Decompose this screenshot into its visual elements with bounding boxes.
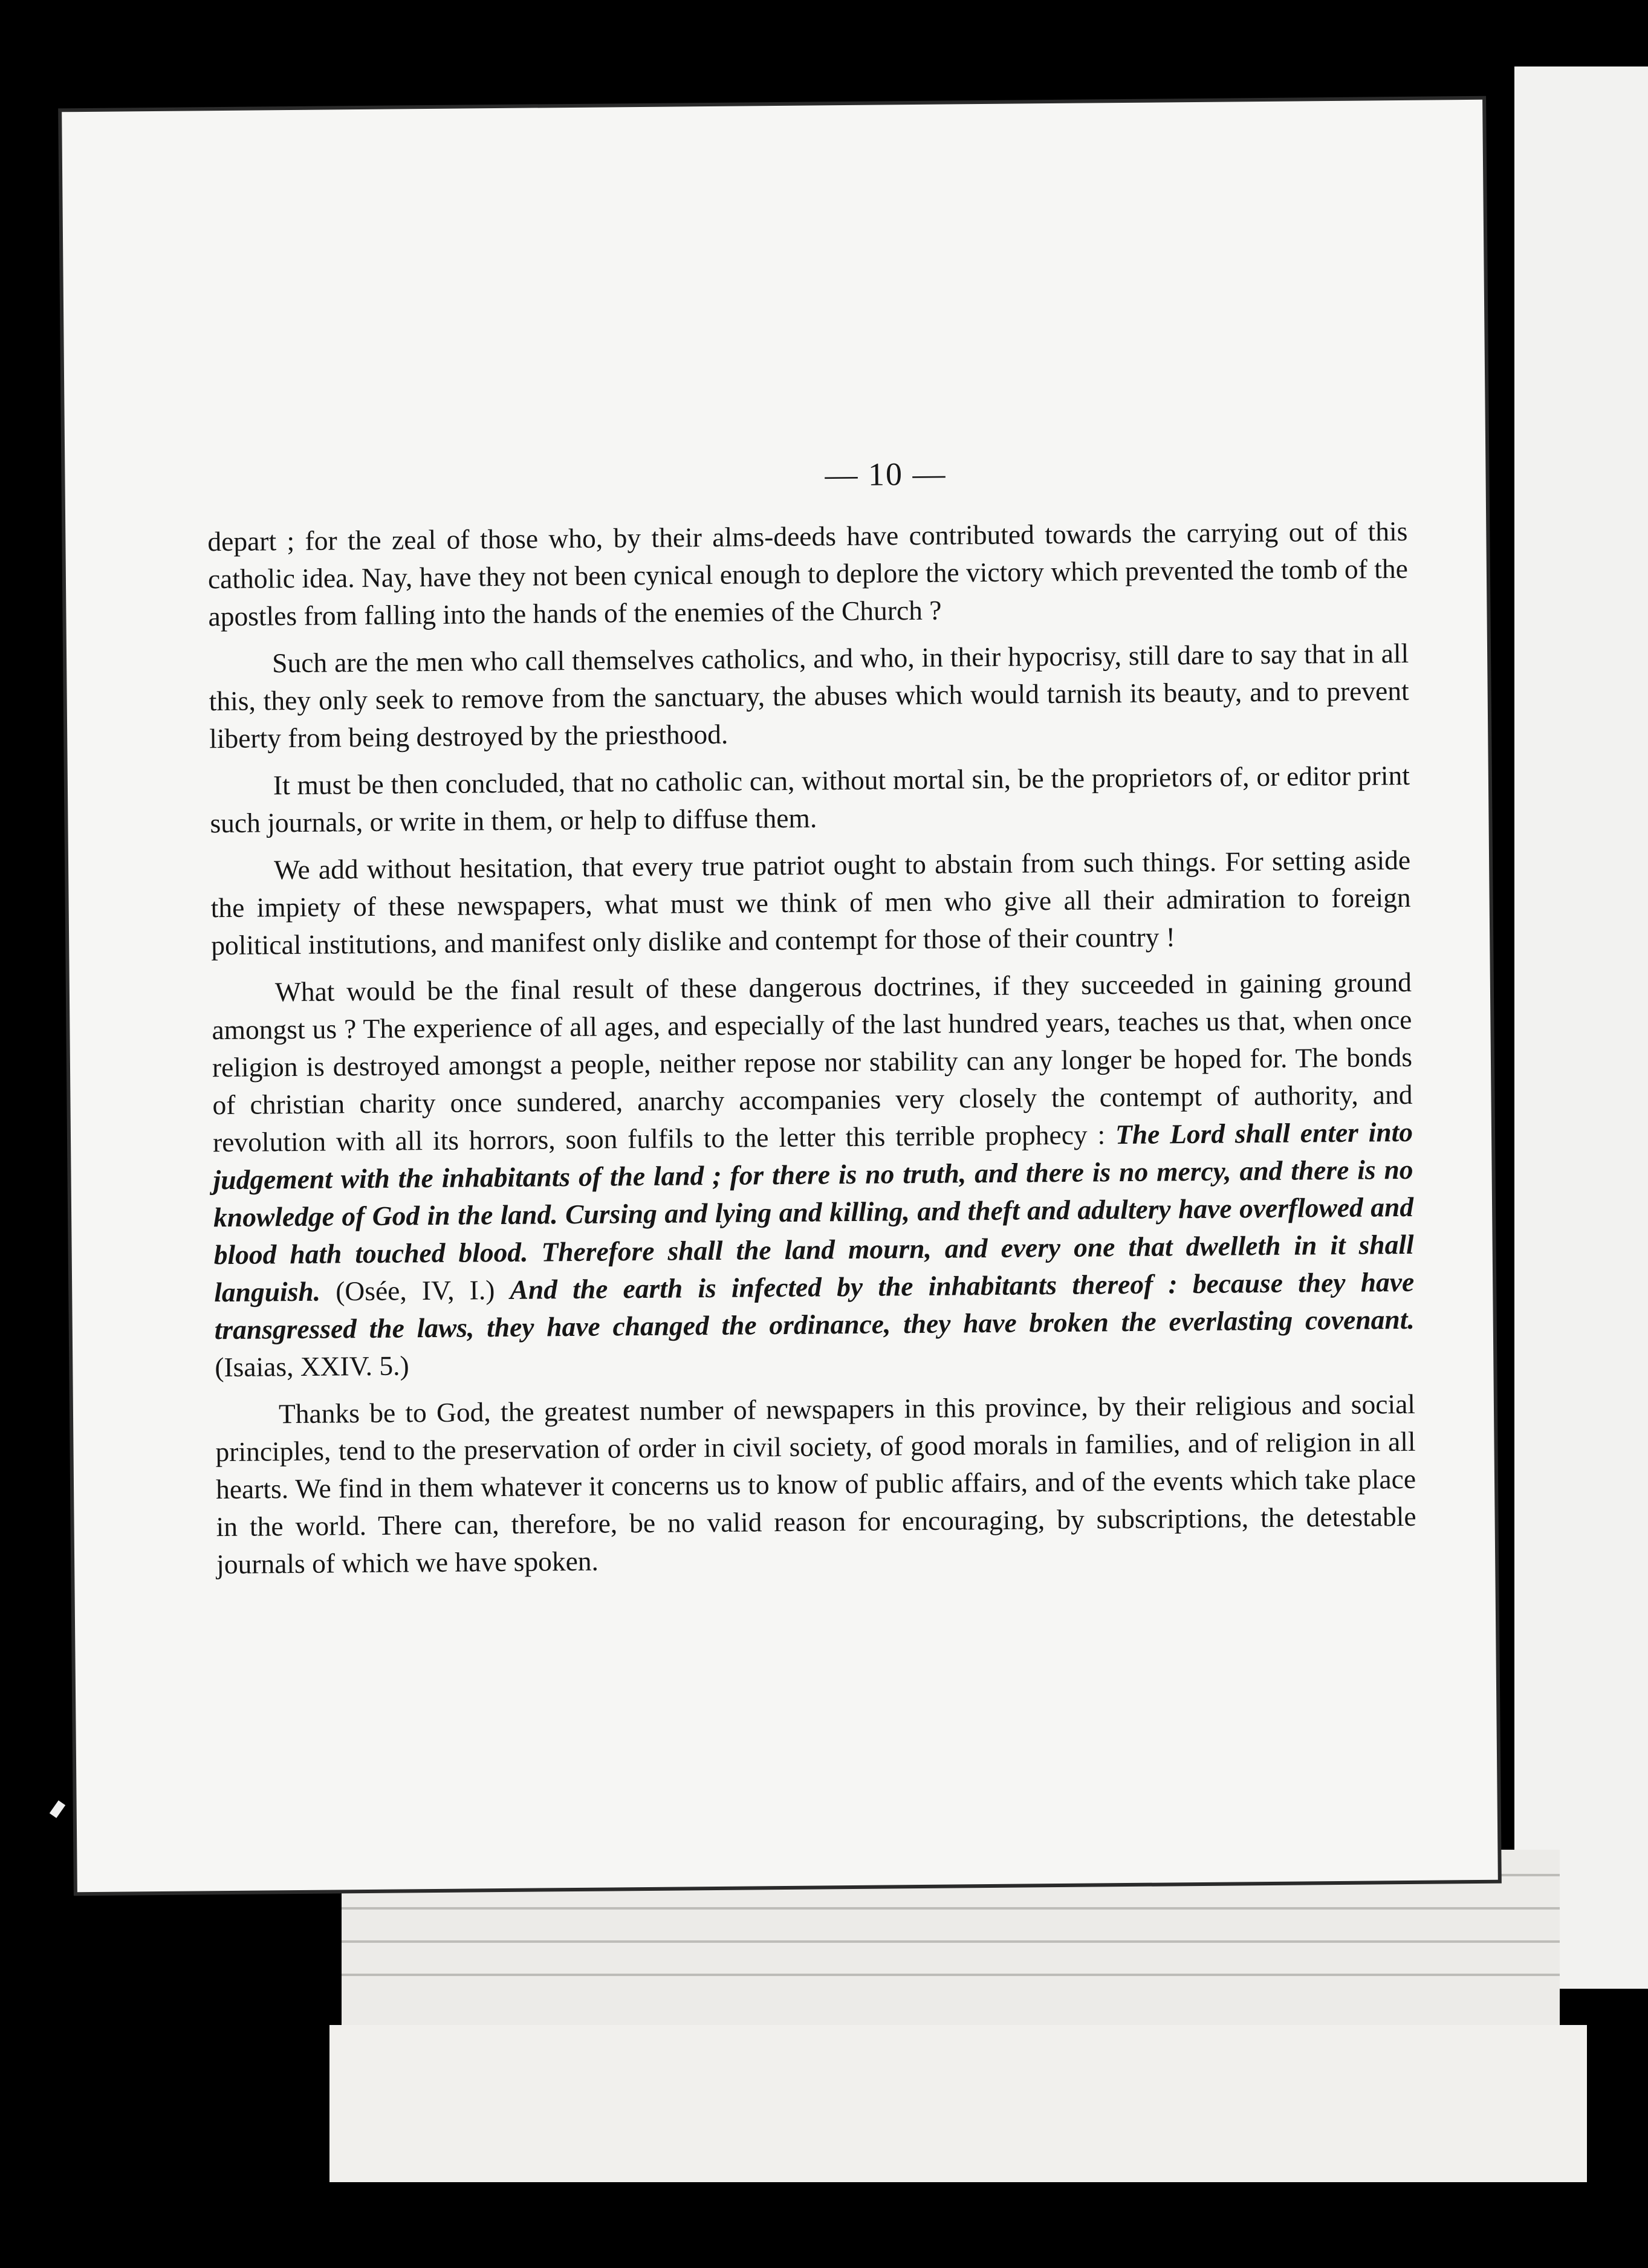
page-content — [205, 254, 1416, 1593]
adjacent-page-edge — [1514, 66, 1648, 1989]
paragraph-3: It must be then concluded, that no catholic can, without mortal sin, be the proprietors of, or editor print such journals, or write in them, or help to diffuse them. — [210, 759, 1410, 839]
page-edge-line — [342, 1907, 1560, 1910]
lower-page-strip — [329, 2025, 1587, 2182]
page-number: — 10 — — [825, 455, 947, 493]
document-page — [62, 100, 1498, 1892]
paragraph-4: We add without hesitation, that every true patriot ought to abstain from such things. For setting aside the impiety of these newspapers, what must we think of men who give all their admiration to foreign political institutions, and manifest only dislike and contempt for those of their country ! — [210, 844, 1411, 961]
citation-isaiah: (Isaias, XXIV. 5.) — [215, 1350, 409, 1383]
scripture-quote-isaiah: And the earth is infected by the inhabitants thereof : because they have transgressed the laws, they have changed the ordinance, they have broken the everlasting covenant. — [214, 1266, 1415, 1346]
scan-speck — [50, 1800, 65, 1818]
paragraph-2: Such are the men who call themselves catholics, and who, in their hypocrisy, still dare to say that in all this, they only seek to remove from the sanctuary, the abuses which would tarnish its beauty, and to prevent liberty from being destroyed by the priesthood. — [209, 637, 1409, 754]
page-edge-line — [342, 1974, 1560, 1976]
page-edge-line — [342, 1940, 1560, 1943]
paragraph-1: depart ; for the zeal of those who, by their alms-deeds have contributed towards the carrying out of this catholic idea. Nay, have they not been cynical enough to deplore the victory which prevented the tomb of the apostles from falling into the hands of the enemies of the Church ? — [207, 515, 1409, 632]
paragraph-5 — [212, 964, 1415, 1386]
paragraph-6: Thanks be to God, the greatest number of newspapers in this province, by their religious and social principles, tend to the preservation of order in civil society, of good morals in families, and of religion in all hearts. We find in them whatever it concerns us to know of public affairs, and of the events which take place in the world. There can, therefore, be no valid reason for encouraging, by subscriptions, the detestable journals of which we have spoken. — [215, 1388, 1416, 1580]
paragraph-5-text: What would be the final result of these dangerous doctrines, if they succeeded in gaining ground amongst us ? The experience of all ages, and especially of the last hundred years, teaches us that, when once religion is destroyed amongst a people, neither repose nor stability can any longer be hoped for. The bonds of christian charity once sundered, anarchy accompanies very closely the contempt of authority, and revolution with all its horrors, soon fulfils to the letter this terrible prophecy : — [212, 966, 1413, 1158]
citation-hosea: (Osée, IV, I.) — [320, 1274, 510, 1307]
scripture-quote-hosea: The Lord shall enter into judgement with the inhabitants of the land ; for there is no truth, and there is no mercy, and there is no knowledge of God in the land. Cursing and lying and killing, and theft and adultery have overflowed and blood hath touched blood. Therefore shall the land mourn, and every one that dwelleth in it shall languish. — [213, 1116, 1414, 1308]
